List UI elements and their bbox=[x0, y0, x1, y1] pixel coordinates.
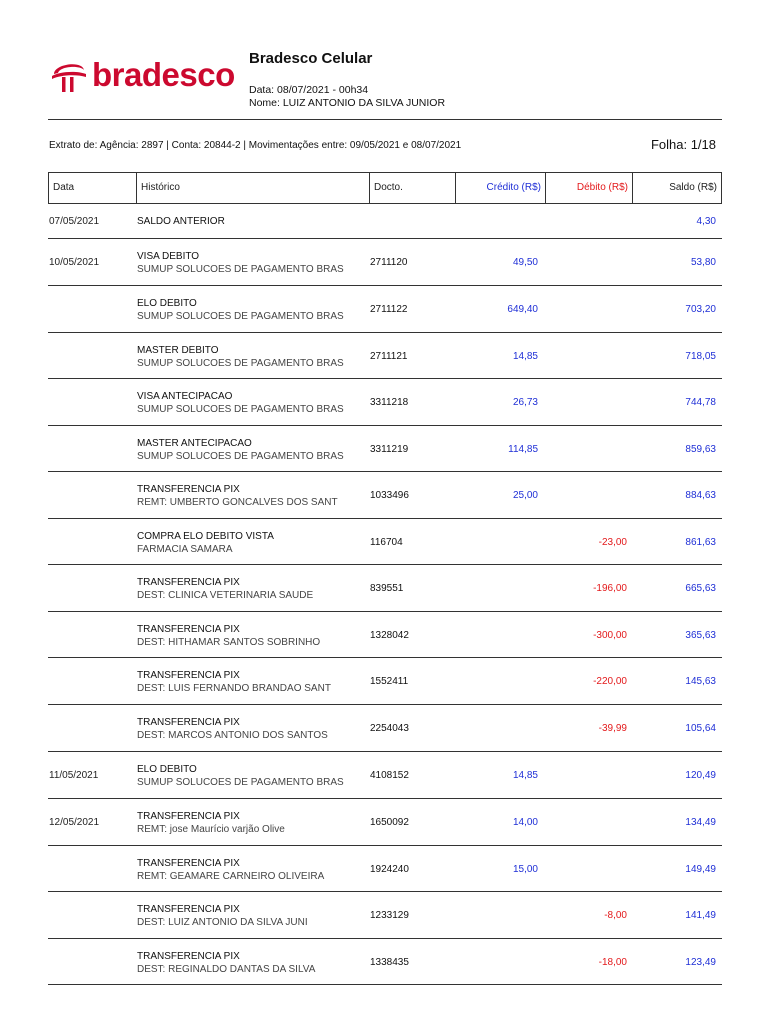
credit-value: 114,85 bbox=[508, 444, 538, 455]
history-line2: SUMUP SOLUCOES DE PAGAMENTO BRAS bbox=[137, 264, 344, 275]
credit-value: 49,50 bbox=[512, 257, 538, 268]
document-number: 116704 bbox=[370, 537, 403, 548]
document-number: 4108152 bbox=[370, 770, 409, 781]
table-row bbox=[48, 612, 722, 658]
balance-value: 884,63 bbox=[685, 490, 716, 501]
balance-value: 120,49 bbox=[685, 770, 716, 781]
table-header bbox=[48, 172, 722, 204]
page-indicator: Folha: 1/18 bbox=[650, 137, 716, 152]
date-cell: 07/05/2021 bbox=[49, 216, 100, 227]
table-row bbox=[48, 565, 722, 612]
history-line1: ELO DEBITO bbox=[137, 298, 197, 309]
credit-value: 26,73 bbox=[512, 397, 538, 408]
balance-value: 53,80 bbox=[690, 257, 716, 268]
history-line1: TRANSFERENCIA PIX bbox=[137, 670, 240, 681]
history-line1: VISA DEBITO bbox=[137, 251, 200, 262]
history-line2: REMT: GEAMARE CARNEIRO OLIVEIRA bbox=[137, 871, 325, 882]
balance-value: 105,64 bbox=[685, 723, 716, 734]
document-number: 2711120 bbox=[370, 257, 408, 268]
bradesco-tree-icon bbox=[48, 56, 88, 96]
credit-value: 14,85 bbox=[512, 351, 538, 362]
history-line2: SUMUP SOLUCOES DE PAGAMENTO BRAS bbox=[137, 311, 344, 322]
history-line1: TRANSFERENCIA PIX bbox=[137, 858, 240, 869]
document-number: 1328042 bbox=[370, 630, 409, 641]
history-line2: FARMACIA SAMARA bbox=[137, 544, 233, 555]
history-line2: DEST: LUIS FERNANDO BRANDAO SANT bbox=[137, 683, 331, 694]
document-number: 3311218 bbox=[370, 397, 409, 408]
balance-value: 859,63 bbox=[685, 444, 716, 455]
date-cell: 12/05/2021 bbox=[49, 817, 100, 828]
history-line1: TRANSFERENCIA PIX bbox=[137, 904, 240, 915]
transactions-table bbox=[48, 204, 722, 985]
balance-value: 141,49 bbox=[685, 910, 716, 921]
history-line1: TRANSFERENCIA PIX bbox=[137, 624, 240, 635]
document-number: 839551 bbox=[370, 583, 404, 594]
table-row bbox=[48, 204, 722, 239]
col-credito: Crédito (R$) bbox=[456, 173, 546, 203]
history-line1: TRANSFERENCIA PIX bbox=[137, 951, 240, 962]
document-number: 1924240 bbox=[370, 864, 409, 875]
name-line: Nome: LUIZ ANTONIO DA SILVA JUNIOR bbox=[249, 97, 446, 109]
table-row bbox=[48, 705, 722, 752]
col-saldo: Saldo (R$) bbox=[669, 182, 717, 193]
history-line1: TRANSFERENCIA PIX bbox=[137, 484, 240, 495]
table-row bbox=[48, 939, 722, 985]
balance-value: 149,49 bbox=[685, 864, 716, 875]
debit-value: -300,00 bbox=[593, 630, 627, 641]
balance-value: 861,63 bbox=[685, 537, 716, 548]
debit-value: -23,00 bbox=[598, 537, 627, 548]
document-number: 2711122 bbox=[370, 304, 408, 315]
debit-value: -196,00 bbox=[593, 583, 627, 594]
history-line2: SUMUP SOLUCOES DE PAGAMENTO BRAS bbox=[137, 451, 344, 462]
header-divider bbox=[48, 119, 722, 120]
date-cell: 11/05/2021 bbox=[49, 770, 99, 781]
document-number: 1033496 bbox=[370, 490, 409, 501]
debit-value: -8,00 bbox=[604, 910, 627, 921]
credit-value: 15,00 bbox=[512, 864, 538, 875]
history-line2: DEST: HITHAMAR SANTOS SOBRINHO bbox=[137, 637, 321, 648]
balance-value: 744,78 bbox=[685, 397, 716, 408]
table-row bbox=[48, 519, 722, 565]
history-line1: MASTER ANTECIPACAO bbox=[137, 438, 252, 449]
table-row bbox=[48, 472, 722, 519]
col-docto: Docto. bbox=[370, 173, 456, 203]
document-number: 1552411 bbox=[370, 676, 409, 687]
debit-value: -220,00 bbox=[593, 676, 627, 687]
debit-value: -18,00 bbox=[598, 957, 627, 968]
history-line2: SUMUP SOLUCOES DE PAGAMENTO BRAS bbox=[137, 404, 344, 415]
history-line2: DEST: MARCOS ANTONIO DOS SANTOS bbox=[137, 730, 328, 741]
bradesco-logo bbox=[48, 56, 235, 98]
col-data: Data bbox=[49, 173, 137, 203]
table-row bbox=[48, 658, 722, 705]
history-line1: TRANSFERENCIA PIX bbox=[137, 717, 240, 728]
table-row bbox=[48, 799, 722, 846]
document-number: 2711121 bbox=[370, 351, 408, 362]
balance-value: 703,20 bbox=[685, 304, 716, 315]
document-number: 2254043 bbox=[370, 723, 409, 734]
history-line1: SALDO ANTERIOR bbox=[137, 216, 225, 227]
credit-value: 649,40 bbox=[507, 304, 538, 315]
history-line2: DEST: LUIZ ANTONIO DA SILVA JUNI bbox=[137, 917, 308, 928]
balance-value: 134,49 bbox=[685, 817, 716, 828]
history-line2: DEST: REGINALDO DANTAS DA SILVA bbox=[137, 964, 316, 975]
history-line2: REMT: jose Maurício varjão Olive bbox=[137, 824, 285, 835]
history-line2: REMT: UMBERTO GONCALVES DOS SANT bbox=[137, 497, 338, 508]
history-line1: MASTER DEBITO bbox=[137, 345, 219, 356]
credit-value: 14,85 bbox=[512, 770, 538, 781]
table-row bbox=[48, 333, 722, 379]
col-historico: Histórico bbox=[137, 173, 370, 203]
app-title: Bradesco Celular bbox=[249, 50, 373, 67]
extrato-summary: Extrato de: Agência: 2897 | Conta: 20844-2 | Movimentações entre: 09/05/2021 e 08/07/2021 bbox=[49, 140, 462, 151]
brand-wordmark: bradesco bbox=[92, 56, 235, 93]
table-row bbox=[48, 892, 722, 939]
history-line1: COMPRA ELO DEBITO VISTA bbox=[137, 531, 274, 542]
balance-value: 123,49 bbox=[685, 957, 716, 968]
debit-value: -39,99 bbox=[598, 723, 627, 734]
balance-value: 145,63 bbox=[685, 676, 716, 687]
date-line: Data: 08/07/2021 - 00h34 bbox=[249, 84, 369, 96]
history-line1: TRANSFERENCIA PIX bbox=[137, 577, 240, 588]
date-cell: 10/05/2021 bbox=[49, 257, 100, 268]
document-number: 1233129 bbox=[370, 910, 409, 921]
history-line1: VISA ANTECIPACAO bbox=[137, 391, 233, 402]
table-row bbox=[48, 426, 722, 472]
document-number: 1338435 bbox=[370, 957, 409, 968]
history-line2: SUMUP SOLUCOES DE PAGAMENTO BRAS bbox=[137, 358, 344, 369]
col-debito: Débito (R$) bbox=[546, 173, 633, 203]
balance-value: 718,05 bbox=[685, 351, 716, 362]
credit-value: 25,00 bbox=[512, 490, 538, 501]
document-number: 1650092 bbox=[370, 817, 409, 828]
document-number: 3311219 bbox=[370, 444, 409, 455]
credit-value: 14,00 bbox=[512, 817, 538, 828]
history-line1: TRANSFERENCIA PIX bbox=[137, 811, 240, 822]
balance-value: 4,30 bbox=[696, 216, 716, 227]
table-row bbox=[48, 752, 722, 799]
history-line2: SUMUP SOLUCOES DE PAGAMENTO BRAS bbox=[137, 777, 344, 788]
table-row bbox=[48, 286, 722, 333]
table-row bbox=[48, 239, 722, 286]
table-row bbox=[48, 379, 722, 426]
table-row bbox=[48, 846, 722, 892]
history-line1: ELO DEBITO bbox=[137, 764, 197, 775]
balance-value: 665,63 bbox=[685, 583, 716, 594]
balance-value: 365,63 bbox=[685, 630, 716, 641]
history-line2: DEST: CLINICA VETERINARIA SAUDE bbox=[137, 590, 314, 601]
